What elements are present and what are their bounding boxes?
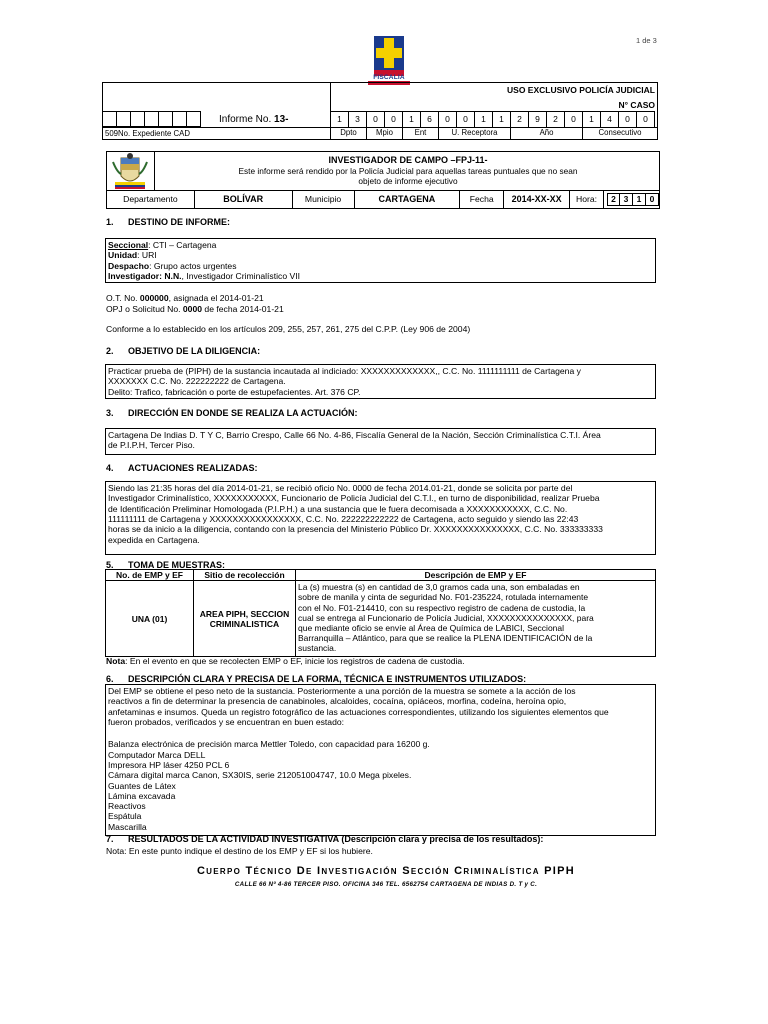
investigador-line: Investigador: N.N., Investigador Criminalístico VII	[108, 271, 300, 282]
instrument-item: Impresora HP láser 4250 PCL 6	[108, 759, 230, 770]
case-digit: 0	[565, 111, 583, 127]
instrument-item: Reactivos	[108, 801, 146, 812]
tecnica-line: anfetaminas e insumos. Queda un registro fotográfico de las actuaciones correspondientes, utilizando los siguientes elementos que	[108, 706, 609, 717]
section-3-box	[105, 428, 656, 455]
case-label: Dpto	[331, 128, 367, 139]
table-header-row	[106, 570, 656, 581]
form-subtitle: Este informe será rendido por la Policía Judicial para aquellas tareas puntuales que no sean objeto de informe ejecutivo	[238, 166, 578, 187]
instrument-item: Balanza electrónica de precisión marca Mettler Toledo, con capacidad para 16200 g.	[108, 739, 430, 750]
hora-digit: 1	[633, 193, 646, 206]
case-digit: 0	[619, 111, 637, 127]
tecnica-line: Del EMP se obtiene el peso neto de la sustancia. Posteriormente a una porción de la muestra se somete a la acción de los	[108, 686, 576, 696]
row-no: UNA (01)	[106, 581, 194, 657]
actuaciones-line: de Identificación Preliminar Homologada (P.I.P.H.) a una sustancia que le fuera decomisada a XXXXXXXXXXX, C.C. No.	[108, 503, 568, 514]
instrument-item: Guantes de Látex	[108, 780, 176, 791]
direccion-line-1: Cartagena De Indias D. T Y C, Barrio Crespo, Calle 66 No. 4-86, Fiscalía General de la Nación, Sección Criminalística C.T.I. Área	[108, 430, 601, 440]
muestras-table	[105, 569, 656, 657]
hora-digit: 3	[620, 193, 633, 206]
col-header: No. de EMP y EF	[106, 570, 194, 581]
section-3-heading: 3. DIRECCIÓN EN DONDE SE REALIZA LA ACTUACIÓN:	[106, 408, 358, 418]
case-digit: 1	[475, 111, 493, 127]
footer-address: CALLE 66 Nº 4-86 TERCER PISO. OFICINA 346 TEL. 6562754 CARTAGENA DE INDIAS D. T y C.	[234, 881, 538, 888]
page-number: 1 de 3	[636, 36, 657, 45]
header-block	[102, 82, 658, 140]
uso-exclusivo: USO EXCLUSIVO POLICÍA JUDICIAL	[507, 85, 655, 95]
case-digit: 0	[457, 111, 475, 127]
hora-digit: 0	[646, 193, 659, 206]
section-2-box	[105, 364, 656, 399]
objetivo-line-2: XXXXXXX C.C. No. 222222222 de Cartagena.	[108, 376, 286, 387]
section-4-heading: 4. ACTUACIONES REALIZADAS:	[106, 463, 258, 473]
instrument-item: Espátula	[108, 811, 142, 822]
mpio-label: Municipio	[293, 191, 355, 208]
mpio-value: CARTAGENA	[355, 191, 461, 208]
instrument-item: Computador Marca DELL	[108, 749, 206, 760]
actuaciones-line: 111111111 de Cartagena y XXXXXXXXXXXXXXXX, C.C. No. 222222222222 de Cartagena, acto seguido y siendo las 22:43	[108, 513, 579, 524]
case-label: Ent	[403, 128, 439, 139]
actuaciones-line: Investigador Criminalístico, XXXXXXXXXXX, Funcionario de Policía Judicial del C.T.I., en turno de disponibilidad, realizar Prueba	[108, 493, 600, 504]
objetivo-line-1: Practicar prueba de (PIPH) de la sustancia incautada al indiciado: XXXXXXXXXXXXX,, C.C. No. 1111111111 de Cartagena y	[108, 366, 581, 376]
fecha-label: Fecha	[460, 191, 504, 208]
case-digit: 1	[403, 111, 421, 127]
tecnica-line: reactivos a fin de determinar la presencia de canabinoles, alcaloides, cocaína, opiáceos, morfina, codeína, heroína opio,	[108, 696, 567, 707]
hora-digits	[604, 191, 659, 208]
case-digits	[331, 111, 655, 127]
informe-boxes	[103, 111, 201, 127]
ot-block	[106, 293, 284, 314]
desc-line: sobre de manila y cinta de seguridad No. F01-235224, rotulada internamente	[298, 592, 589, 603]
no-caso-label: N° CASO	[618, 100, 655, 110]
expediente-label: 509No. Expediente CAD	[103, 127, 331, 139]
section-4-box	[105, 481, 656, 555]
tecnica-line: fueron probados, verificados y se encuentran en buen estado:	[108, 716, 345, 727]
case-digit: 0	[385, 111, 403, 127]
col-header: Descripción de EMP y EF	[296, 570, 656, 581]
form-title: INVESTIGADOR DE CAMPO –FPJ-11-	[328, 155, 488, 165]
actuaciones-line: horas se da inicio a la diligencia, contando con la presencia del Ministerio Público Dr. XXXXXXXXXXXXXXX, C.C. No. 333333333	[108, 524, 603, 535]
informe-block	[103, 83, 331, 139]
case-digit: 9	[529, 111, 547, 127]
section-1-box	[105, 238, 656, 283]
case-label: Año	[511, 128, 583, 139]
case-label: Consecutivo	[598, 128, 642, 137]
direccion-line-2: de P.I.P.H, Tercer Piso.	[108, 440, 195, 451]
case-digit: 1	[583, 111, 601, 127]
nota-5: Nota: En el evento en que se recolecten EMP o EF, inicie los registros de cadena de custodia.	[106, 656, 465, 666]
desc-line: Barranquilla – Atlántico, para que se realice la PLENA IDENTIFICACIÓN de la	[298, 633, 593, 644]
hora-label: Hora:	[570, 191, 604, 208]
fiscalia-logo	[368, 34, 410, 86]
unidad-line: Unidad: URI	[108, 250, 157, 261]
seccional-line: Seccional: CTI – Cartagena	[108, 240, 217, 250]
col-header: Sitio de recolección	[194, 570, 296, 581]
case-digit: 0	[367, 111, 385, 127]
desc-line: cual se entrega al Funcionario de Policía Judicial, XXXXXXXXXXXXXXX, para	[298, 612, 594, 623]
case-digit: 1	[493, 111, 511, 127]
conforme-line: Conforme a lo establecido en los artículos 209, 255, 257, 261, 275 del C.P.P. (Ley 906 de 2004)	[106, 324, 471, 334]
case-digit: 0	[637, 111, 655, 127]
desc-line: con el No. F01-214410, con su respectivo registro de cadena de custodia, la	[298, 602, 586, 613]
depto-label: Departamento	[107, 191, 195, 208]
section-6-box	[105, 684, 656, 836]
case-label: U. Receptora	[439, 128, 511, 139]
case-digit: 3	[349, 111, 367, 127]
title-block	[106, 151, 660, 209]
instrument-item: Mascarilla	[108, 821, 147, 832]
footer-org: Cuerpo Técnico De Investigación Sección Criminalística PIPH	[196, 865, 576, 877]
case-digit: 2	[547, 111, 565, 127]
row-sitio: AREA PIPH, SECCION CRIMINALISTICA	[194, 581, 296, 657]
desc-line: que mediante oficio se envíe al Área de Química de LABICI, Seccional	[298, 622, 565, 633]
actuaciones-line: expedida en Cartagena.	[108, 534, 200, 545]
case-digit: 4	[601, 111, 619, 127]
coat-of-arms-icon	[107, 152, 153, 190]
section-2-heading: 2. OBJETIVO DE LA DILIGENCIA:	[106, 346, 261, 356]
section-7-heading: 7. RESULTADOS DE LA ACTIVIDAD INVESTIGATIVA (Descripción clara y precisa de los resultados):	[106, 834, 544, 844]
desc-line: sustancia.	[298, 643, 337, 654]
section-6-heading: 6. DESCRIPCIÓN CLARA Y PRECISA DE LA FORMA, TÉCNICA E INSTRUMENTOS UTILIZADOS:	[106, 674, 527, 684]
case-digit: 2	[511, 111, 529, 127]
instrument-item: Cámara digital marca Canon, SX30IS, serie 212051004747, 10.0 Mega pixeles.	[108, 770, 412, 781]
case-labels	[331, 127, 657, 139]
logo-text: FISCALIA	[373, 74, 405, 81]
colombia-emblem	[107, 152, 155, 190]
case-digit: 1	[331, 111, 349, 127]
opj-line: OPJ o Solicitud No. 0000 de fecha 2014-01-21	[106, 303, 284, 314]
row-desc	[296, 581, 656, 657]
case-digit: 6	[421, 111, 439, 127]
section-1-heading: 1. DESTINO DE INFORME:	[106, 217, 231, 227]
location-row	[107, 190, 659, 208]
desc-line: La (s) muestra (s) en cantidad de 3,0 gramos cada una, son embaladas en	[298, 582, 580, 593]
fecha-value: 2014-XX-XX	[504, 191, 570, 208]
ot-line: O.T. No. 000000, asignada el 2014-01-21	[106, 293, 264, 303]
objetivo-line-3: Delito: Trafico, fabricación o porte de estupefacientes. Art. 376 CP.	[108, 386, 361, 397]
section-5-heading: 5. TOMA DE MUESTRAS:	[106, 560, 226, 570]
instrument-item: Lámina excavada	[108, 790, 176, 801]
depto-value: BOLÍVAR	[195, 191, 293, 208]
fiscalia-emblem-icon	[368, 34, 410, 78]
despacho-line: Despacho: Grupo actos urgentes	[108, 260, 237, 271]
table-row	[106, 581, 656, 657]
hora-digit: 2	[607, 193, 620, 206]
actuaciones-line: Siendo las 21:35 horas del día 2014-01-21, se recibió oficio No. 0000 de fecha 2014.01-21, donde se solicita por parte del	[108, 483, 573, 493]
informe-label: Informe No. 13-	[219, 114, 289, 125]
case-label: Mpio	[367, 128, 403, 139]
case-digit: 0	[439, 111, 457, 127]
nota-7: Nota: En este punto indique el destino de los EMP y EF si los hubiere.	[106, 846, 373, 856]
